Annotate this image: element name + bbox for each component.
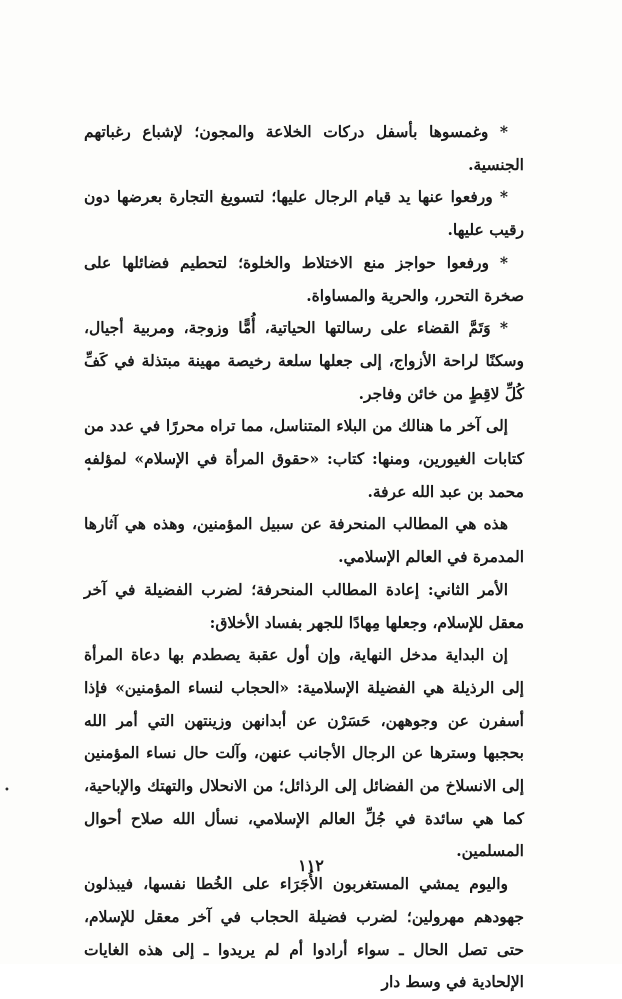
margin-mark-icon: • <box>86 465 92 476</box>
paragraph-bullet-2: * ورفعوا عنها يد قيام الرجال عليها؛ لتسويغ التجارة بعرضها دون رقيب عليها. <box>84 187 524 240</box>
paragraph-summary: هذه هي المطالب المنحرفة عن سبيل المؤمنين، وهذه هي آثارها المدمرة في العالم الإسلامي. <box>84 514 524 567</box>
paragraph-bullet-4: * وَتَمَّ القضاء على رسالتها الحياتية، أُمًّا وزوجة، ومربية أجيال، وسكنًا لراحة الأزواج، إلى جعلها سلعة رخيصة مهينة مبتذلة في كَفِّ كُلِّ لاقِطٍ من خائن وفاجر. <box>84 318 524 403</box>
paragraph-today: واليوم يمشي المستغربون الأُجَرَاء على الخُطا نفسها، فيبذلون جهودهم مهرولين؛ لضرب فضيلة الحجاب في آخر معقل للإسلام، حتى تصل الحال ـ سواء أرادوا أم لم يريدوا ـ إلى هذه الغايات الإلحادية في وسط دار <box>84 874 524 992</box>
paragraph-references: إلى آخر ما هنالك من البلاء المتناسل، مما تراه محررًا في عدد من كتابات الغيورين، ومنها: كتاب: «حقوق المرأة في الإسلام» لمؤلفه محمد بن عبد الله عرفة. <box>84 416 524 501</box>
paragraph-beginning: إن البداية مدخل النهاية، وإن أول عقبة يصطدم بها دعاة المرأة إلى الرذيلة هي الفضيلة الإسلامية: «الحجاب لنساء المؤمنين» فإذا أسفرن عن وجوههن، حَسَرْن عن أبدانهن وزينتهن التي أمر الله بحجبها وسترها عن الرجال الأجانب عنهن، وآلت حال نساء المؤمنين إلى الانسلاخ من الفضائل إلى الرذائل؛ من الانحلال والتهتك والإباحية، كما هي سائدة في جُلِّ العالم الإسلامي، نسأل الله صلاح أحوال المسلمين. <box>84 645 524 861</box>
paragraph-bullet-3: * ورفعوا حواجز منع الاختلاط والخلوة؛ لتحطيم فضائلها على صخرة التحرر، والحرية والمساواة. <box>84 252 524 305</box>
margin-mark-icon: • <box>4 785 10 796</box>
paragraph-second-matter: الأمر الثاني: إعادة المطالب المنحرفة؛ لضرب الفضيلة في آخر معقل للإسلام، وجعلها مِهادًا للجهر بفساد الأخلاق: <box>84 579 524 632</box>
page-number: ١١٢ <box>298 856 324 875</box>
paragraph-bullet-1: * وغمسوها بأسفل دركات الخلاعة والمجون؛ لإشباع رغباتهم الجنسية. <box>84 122 524 174</box>
